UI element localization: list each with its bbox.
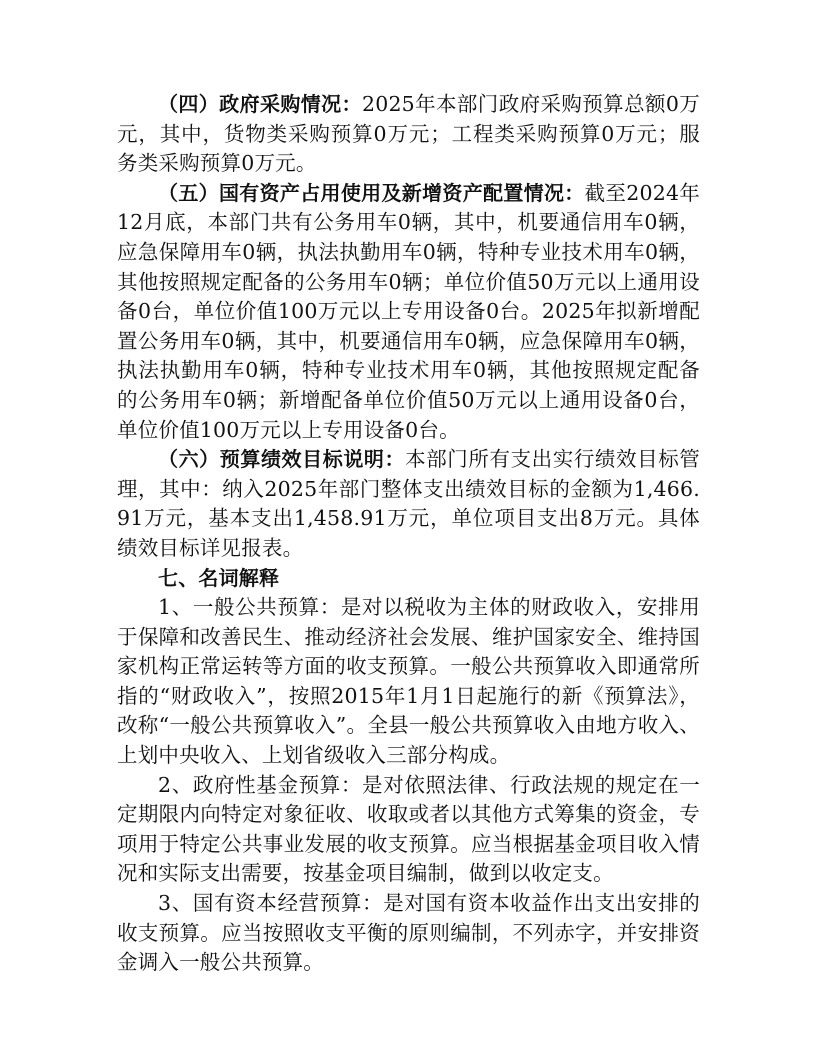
section-performance <box>117 445 700 563</box>
glossary-item-fund-budget: 2、政府性基金预算：是对依照法律、行政法规的规定在一定期限内向特定对象征收、收取或者以其他方式筹集的资金，专项用于特定公共事业发展的收支预算。应当根据基金项目收入情况和实际支出需要，按基金项目编制，做到以收定支。 <box>117 772 700 886</box>
glossary-item-state-capital-budget: 3、国有资本经营预算：是对国有资本收益作出支出安排的收支预算。应当按照收支平衡的原则编制，不列赤字，并安排资金调入一般公共预算。 <box>117 891 700 975</box>
section-procurement <box>117 90 700 179</box>
section-assets-text: 截至2024年12月底，本部门共有公务用车0辆，其中，机要通信用车0辆，应急保障用车0辆，执法执勤用车0辆，特种专业技术用车0辆，其他按照规定配备的公务用车0辆；单位价值50万元以上通用设备0台，单位价值100万元以上专用设备0台。2025年拟新增配置公务用车0辆，其中，机要通信用车0辆，应急保障用车0辆，执法执勤用车0辆，特种专业技术用车0辆，其他按照规定配备的公务用车0辆；新增配备单位价值50万元以上通用设备0台，单位价值100万元以上专用设备0台。 <box>117 180 701 442</box>
glossary-item-general-budget: 1、一般公共预算：是对以税收为主体的财政收入，安排用于保障和改善民生、推动经济社会发展、维护国家安全、维持国家机构正常运转等方面的收支预算。一般公共预算收入即通常所指的“财政收入”，按照2015年1月1日起施行的新《预算法》，改称“一般公共预算收入”。全县一般公共预算收入由地方收入、上划中央收入、上划省级收入三部分构成。 <box>117 595 700 768</box>
section-assets-title: （五）国有资产占用使用及新增资产配置情况： <box>158 180 585 205</box>
document-page <box>117 90 700 978</box>
section-procurement-title: （四）政府采购情况： <box>158 92 362 116</box>
section-performance-title: （六）预算绩效目标说明： <box>158 447 406 472</box>
section-performance-text: 本部门所有支出实行绩效目标管理，其中：纳入2025年部门整体支出绩效目标的金额为1,466.91万元，基本支出1,458.91万元，单位项目支出8万元。具体绩效目标详见报表。 <box>117 447 700 560</box>
section-assets <box>117 179 700 445</box>
glossary-heading: 七、名词解释 <box>158 565 280 590</box>
section-procurement-text: 2025年本部门政府采购预算总额0万元，其中，货物类采购预算0万元；工程类采购预算0万元；服务类采购预算0万元。 <box>117 92 700 176</box>
